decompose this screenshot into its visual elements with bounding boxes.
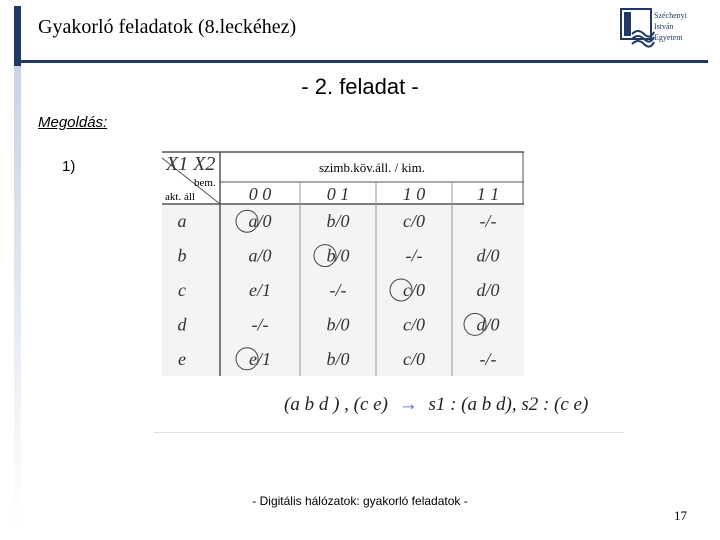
table-cell: d/0 [476,245,500,266]
table-cell: b/0 [326,211,350,232]
side-gradient-bar [14,66,21,526]
corner-state-label: akt. áll [165,191,195,203]
table-cell: c/0 [403,348,425,369]
row-state-label: a [177,211,187,232]
formula-left: (a b d ) , (c e) [284,394,388,415]
row-state-label: e [178,348,186,369]
state-table-svg [162,150,524,376]
table-cell: c/0 [403,314,425,335]
table-cell: a/0 [248,211,272,232]
table-cell: e/1 [249,348,271,369]
accent-bar [14,6,21,66]
footer-text: - Digitális hálózatok: gyakorló feladatok - [252,494,468,508]
subtitle: - 2. feladat - [301,74,419,99]
corner-inputs-label: X1 X2 [166,153,216,175]
table-cell: a/0 [248,245,272,266]
table-cell: b/0 [326,314,350,335]
solution-label: Megoldás: [38,114,108,131]
table-cell: e/1 [249,280,271,300]
state-table [162,150,524,376]
formula-right: s1 : (a b d), s2 : (c e) [428,394,589,415]
title-underline [14,60,708,63]
table-cell: -/- [479,348,497,369]
column-header: 0 0 [248,184,272,204]
table-cell: d/0 [476,280,500,300]
page-number: 17 [674,508,687,523]
table-cell: c/0 [403,211,425,232]
column-header: 0 1 [326,184,350,204]
table-cell: -/- [479,211,497,232]
row-state-label: b [177,245,187,266]
item-number: 1) [62,158,76,175]
table-cell: -/- [329,280,347,300]
table-cell: c/0 [403,280,425,300]
table-cell: -/- [405,245,423,266]
column-header: 1 0 [402,184,426,204]
arrow-icon: → [398,394,418,415]
logo-line: Egyetem [654,33,683,42]
logo-line: Széchenyi [654,11,687,20]
logo-text [654,10,687,43]
group-header: szimb.köv.áll. / kim. [318,160,426,175]
table-cell: b/0 [326,348,350,369]
logo-line: István [654,22,674,31]
slide-title: Gyakorló feladatok (8.leckéhez) [38,16,297,38]
corner-outputs-label: bem. [194,177,216,189]
column-header: 1 1 [476,184,500,204]
table-cell: b/0 [326,245,350,266]
state-merge-formula [284,394,588,416]
table-cell: d/0 [476,314,500,335]
row-state-label: d [177,314,187,335]
table-cell: -/- [251,314,269,335]
separator [154,432,624,433]
row-state-label: c [178,280,186,300]
